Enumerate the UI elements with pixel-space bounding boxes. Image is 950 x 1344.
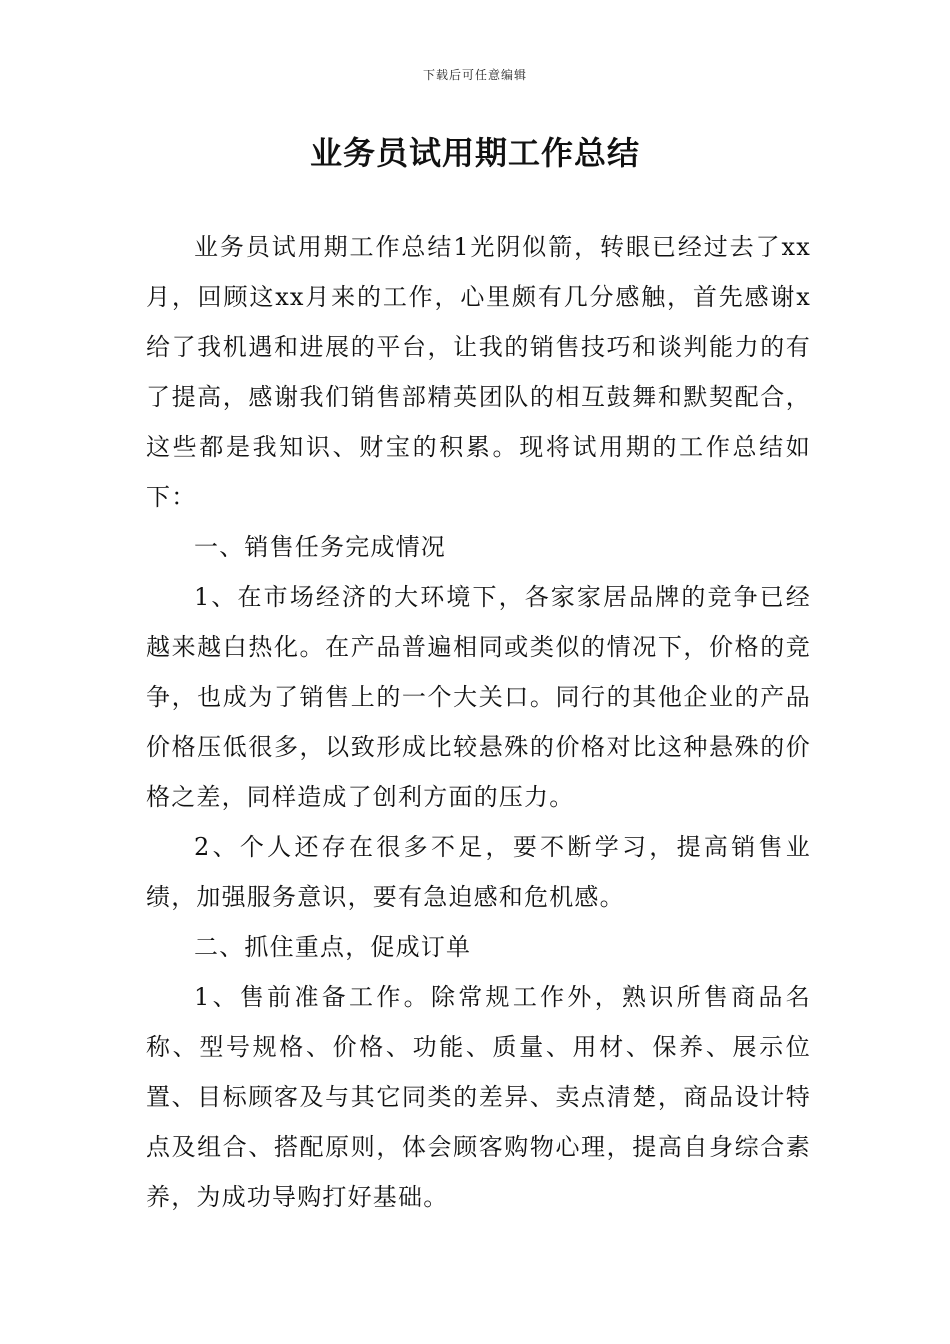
paragraph-sales-item-2: 2、个人还存在很多不足，要不断学习，提高销售业绩，加强服务意识，要有急迫感和危机感。 [146,833,811,911]
paragraph-intro: 业务员试用期工作总结1光阴似箭，转眼已经过去了xx月，回顾这xx月来的工作，心里颇有几分感触，首先感谢x给了我机遇和进展的平台，让我的销售技巧和谈判能力的有了提高，感谢我们销售部精英团队的相互鼓舞和默契配合，这些都是我知识、财宝的积累。现将试用期的工作总结如下： [146,233,811,511]
paragraph-sales-item-1: 1、在市场经济的大环境下，各家家居品牌的竞争已经越来越白热化。在产品普遍相同或类似的情况下，价格的竞争，也成为了销售上的一个大关口。同行的其他企业的产品价格压低很多，以致形成比较悬殊的价格对比这种悬殊的价格之差，同样造成了创利方面的压力。 [146,583,811,811]
document-title: 业务员试用期工作总结 [309,134,640,172]
document-body [146,222,811,1222]
header-note: 下载后可任意编辑 [422,68,527,82]
section-heading-orders: 二、抓住重点，促成订单 [194,933,472,961]
section-heading-sales-tasks: 一、销售任务完成情况 [194,533,446,561]
paragraph-orders-item-1: 1、售前准备工作。除常规工作外，熟识所售商品名称、型号规格、价格、功能、质量、用材、保养、展示位置、目标顾客及与其它同类的差异、卖点清楚，商品设计特点及组合、搭配原则，体会顾客购物心理，提高自身综合素养，为成功导购打好基础。 [146,983,811,1211]
